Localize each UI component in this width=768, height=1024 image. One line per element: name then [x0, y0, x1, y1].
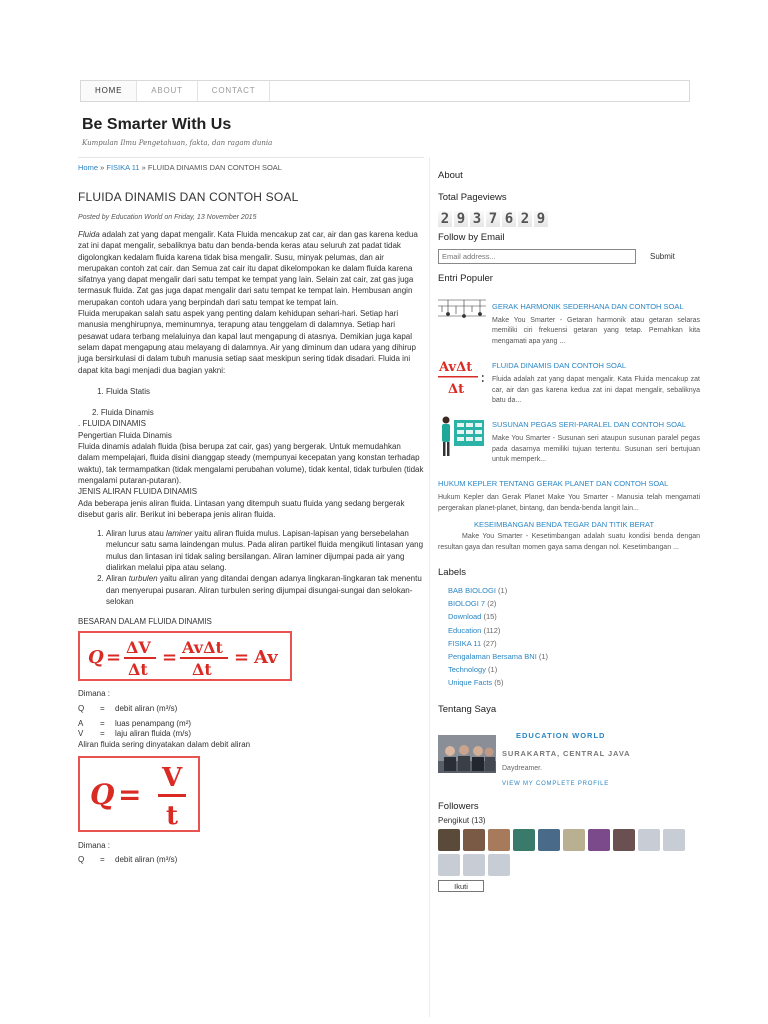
- formula-equals: =: [234, 646, 250, 668]
- fluid-types-list: [78, 386, 424, 397]
- popular-post: [438, 414, 700, 467]
- breadcrumb-separator: »: [98, 163, 107, 172]
- popular-post-title[interactable]: FLUIDA DINAMIS DAN CONTOH SOAL: [492, 361, 627, 371]
- breadcrumb: [78, 157, 424, 172]
- post-title: FLUIDA DINAMIS DAN CONTOH SOAL: [78, 190, 299, 204]
- follower-avatar[interactable]: [513, 829, 535, 851]
- popular-post-title[interactable]: KESEIMBANGAN BENDA TEGAR DAN TITIK BERAT: [474, 520, 655, 530]
- follower-avatar[interactable]: [438, 829, 460, 851]
- profile-avatar[interactable]: [438, 735, 496, 773]
- label-item: Pengalaman Bersama BNI (1): [448, 652, 549, 662]
- formula-q: Q: [88, 646, 104, 668]
- formula-equals: =: [162, 646, 178, 668]
- dimana-label: Dimana :: [78, 688, 111, 698]
- definition-row: A = luas penampang (m²): [78, 718, 192, 728]
- post-thumbnail[interactable]: [438, 355, 486, 406]
- profile-name[interactable]: EDUCATION WORLD: [516, 730, 606, 740]
- formula-equals: =: [106, 646, 122, 668]
- breadcrumb-separator: »: [139, 163, 148, 172]
- nav-home[interactable]: HOME: [81, 81, 137, 101]
- popular-post: [438, 473, 700, 514]
- formula-delta-t: Δt: [192, 659, 212, 679]
- follower-avatar[interactable]: [613, 829, 635, 851]
- list-item: 1. Aliran lurus atau laminer yaitu aliran fluida mulus. Lapisan-lapisan yang bersebelahan meluncur satu sama laindengan mulus. Pada aliran partikel fluida mengikuti lintasan yang mulus dan lintasan ini tidak saling bersilangan. Aliran laminer dijumpai pada air yang dialirkan melalui pipa atau selang.: [106, 528, 424, 573]
- follower-avatar[interactable]: [588, 829, 610, 851]
- definitions: [78, 704, 424, 739]
- popular-posts-heading: Entri Populer: [438, 273, 493, 284]
- popular-post-snippet: Hukum Kepler dan Gerak Planet Make You Smarter - Manusia telah mengamati pergerakan planet-planet, bintang, dan benda-benda langit lain...: [438, 494, 700, 512]
- follower-avatar[interactable]: [663, 829, 685, 851]
- sidebar: [429, 157, 700, 1017]
- jenis-intro: Ada beberapa jenis aliran fluida. Lintasan yang ditempuh suatu fluida yang sedang bergerak disebut garis alir. Berikut ini beberapa jenis aliran fluida.: [78, 498, 405, 519]
- follower-avatar[interactable]: [488, 854, 510, 876]
- formula-t: t: [166, 800, 179, 830]
- counter-digit: 6: [502, 211, 516, 227]
- follower-avatar[interactable]: [438, 854, 460, 876]
- intro-paragraph: [78, 229, 424, 308]
- formula-debit-2: [78, 756, 200, 832]
- post-thumbnail[interactable]: [438, 414, 486, 467]
- label-item: BIOLOGI 7 (2): [448, 599, 497, 609]
- counter-digit: 9: [534, 211, 548, 227]
- popular-post-snippet: Make You Smarter - Kesetimbangan adalah suatu kondisi benda dengan resultan gaya dan resultan momen gaya sama dengan nol. Kesetimbangan ...: [438, 533, 700, 551]
- heading-jenis-aliran: JENIS ALIRAN FLUIDA DINAMIS: [78, 487, 198, 497]
- labels-heading: Labels: [438, 567, 466, 579]
- blog-title[interactable]: Be Smarter With Us: [82, 116, 232, 133]
- definition-row: Q = debit aliran (m³/s): [78, 855, 178, 865]
- popular-post-title[interactable]: HUKUM KEPLER TENTANG GERAK PLANET DAN CONTOH SOAL: [438, 479, 669, 489]
- list-item: 1. Fluida Statis: [106, 386, 424, 397]
- label-link[interactable]: Unique Facts: [448, 678, 493, 688]
- counter-digit: 3: [470, 211, 484, 227]
- label-link[interactable]: Download: [448, 612, 482, 622]
- label-link[interactable]: FISIKA 11: [448, 638, 482, 648]
- followers-grid: [438, 829, 678, 876]
- label-item: Education (112): [448, 625, 501, 635]
- counter-digit: 9: [454, 211, 468, 227]
- definition-row: Q = debit aliran (m³/s): [78, 704, 178, 714]
- profile-location: SURAKARTA, CENTRAL JAVA: [502, 748, 631, 758]
- label-item: BAB BIOLOGI (1): [448, 586, 508, 596]
- follower-avatar[interactable]: [638, 829, 660, 851]
- popular-post: [438, 355, 700, 406]
- popular-post: [438, 296, 700, 347]
- submit-button[interactable]: Submit: [650, 252, 675, 261]
- flow-types-list: [78, 528, 424, 607]
- counter-digit: 2: [518, 211, 532, 227]
- labels-list: [438, 584, 700, 690]
- thumb-formula-top: AvΔt: [439, 360, 473, 376]
- intro-text: adalah zat yang dapat mengalir. Kata Fluida mencakup zat car, air dan gas karena kedua zat ini dapat mengalir, sebaliknya batu dan benda-benda keras atau seluruh zat padat tidak digolongkan kedalam fluida karena tidak bisa mengalir. Susu, minyak pelumas, dan air merupakan contoh zat cair. dan Semua zat cair itu dapat dikelompokan ke dalam fluida karena sifatnya yang dapat mengalir dari satu tempat ke tempat yang lain. Selain zat cair, zat gas juga termasuk fluida. Zat gas juga dapat mengalir dari satu tempat ke tempat lain. Hembusan angin merupakan contoh udara yang berpindah dari satu tempat ke tempat lain.: [78, 230, 418, 307]
- thumb-formula-bottom: Δt: [448, 382, 465, 398]
- heading-pengertian: Pengertian Fluida Dinamis: [78, 430, 172, 440]
- label-link[interactable]: Education: [448, 625, 482, 635]
- about-me-heading: Tentang Saya: [438, 703, 497, 715]
- follower-avatar[interactable]: [463, 829, 485, 851]
- post-meta: Posted by Education World on Friday, 13 November 2015: [78, 214, 257, 221]
- counter-digit: 7: [486, 211, 500, 227]
- post-thumbnail[interactable]: [438, 296, 486, 347]
- popular-post-title[interactable]: GERAK HARMONIK SEDERHANA DAN CONTOH SOAL: [492, 302, 684, 311]
- formula-av-delta-t: AvΔt: [182, 637, 223, 657]
- formula-debit-1: [78, 631, 292, 681]
- definition-row: V = laju aliran fluida (m/s): [78, 728, 192, 738]
- popular-post-title[interactable]: SUSUNAN PEGAS SERI-PARALEL DAN CONTOH SOAL: [492, 420, 687, 430]
- pageviews-heading: Total Pageviews: [438, 192, 507, 203]
- list-item: 2. Aliran turbulen yaitu aliran yang ditandai dengan adanya lingkaran-lingkaran tak menentu dan menyerupai pusaran. Aliran turbulen sering dijumpai disungai-sungai dan selokan-selokan: [106, 573, 424, 607]
- label-link[interactable]: Technology: [448, 665, 486, 675]
- nav-contact[interactable]: CONTACT: [198, 81, 271, 101]
- popular-post: [438, 520, 700, 553]
- profile-widget: [438, 725, 700, 787]
- profile-about: Daydreamer.: [502, 764, 543, 772]
- label-link[interactable]: BAB BIOLOGI: [448, 586, 496, 596]
- list-item-2: 2. Fluida Dinamis: [92, 408, 154, 418]
- formula-equals: =: [118, 777, 142, 811]
- heading-fluida-dinamis: . FLUIDA DINAMIS: [78, 419, 147, 429]
- follow-email-heading: Follow by Email: [438, 232, 505, 243]
- post-body: [78, 229, 424, 866]
- counter-digit: 2: [438, 211, 452, 227]
- pengertian-paragraph: Fluida dinamis adalah fluida (bisa berupa zat cair, gas) yang bergerak. Untuk memudahkan dalam mempelajari, fluida disini dianggap steady (mempunyai kecepatan yang konstan terhadap waktu), tak termampatkan (tidak mengalami perubahan volume), tidak kental, tidak turbulen (tidak mengalami putaran-putaran).: [78, 442, 424, 485]
- top-nav: [80, 80, 690, 102]
- label-item: FISIKA 11 (27): [448, 638, 497, 648]
- nav-about[interactable]: ABOUT: [137, 81, 198, 101]
- formula-delta-t: Δt: [128, 659, 148, 679]
- followers-heading: Followers: [438, 800, 479, 812]
- popular-post-snippet: Make You Smarter - Getaran harmonik atau getaran selaras memiliki ciri frekuensi getaran yang tetap. Pernahkan kita mengamati apa yang ...: [492, 317, 700, 345]
- follower-avatar[interactable]: [538, 829, 560, 851]
- breadcrumb-current: FLUIDA DINAMIS DAN CONTOH SOAL: [147, 163, 282, 172]
- debit-line: Aliran fluida sering dinyatakan dalam debit aliran: [78, 740, 251, 750]
- follower-avatar[interactable]: [563, 829, 585, 851]
- dimana-label-2: Dimana :: [78, 840, 111, 850]
- label-link[interactable]: BIOLOGI 7: [448, 599, 486, 609]
- view-profile-link[interactable]: VIEW MY COMPLETE PROFILE: [502, 780, 610, 787]
- breadcrumb-category[interactable]: FISIKA 11: [106, 163, 140, 172]
- popular-post-snippet: Fluida adalah zat yang dapat mengalir. Kata Fluida mencakup zat car, air dan gas karena kedua zat ini dapat mengalir, sebaliknya batu da...: [492, 376, 700, 405]
- formula-q: Q: [90, 777, 115, 811]
- pageviews-counter: [438, 211, 700, 227]
- labels-widget: [438, 567, 700, 690]
- follower-avatar[interactable]: [463, 854, 485, 876]
- heading-besaran: BESARAN DALAM FLUIDA DINAMIS: [78, 617, 212, 627]
- followers-count: Pengikut (13): [438, 815, 486, 825]
- label-item: Download (15): [448, 612, 497, 622]
- email-subscribe: [438, 249, 700, 264]
- popular-post-snippet: Make You Smarter - Susunan seri ataupun susunan paralel pegas pada dasarnya memiliki tujuan tertentu. Susunan seri bertujuan untuk memperk...: [492, 435, 700, 464]
- intro-emphasis: Fluida: [78, 230, 100, 239]
- email-input[interactable]: [438, 249, 636, 264]
- follower-avatar[interactable]: [488, 829, 510, 851]
- breadcrumb-home[interactable]: Home: [78, 163, 99, 172]
- paragraph-2: Fluida merupakan salah satu aspek yang penting dalam kehidupan sehari-hari. Setiap hari manusia menghirupnya, meminumnya, terapung atau tenggelam di dalamnya. Setiap hari pesawat udara terbang melaluinya dan kapal laut mengapung di atasnya. Demikian juga kapal selam dapat mengapung atau melayang di dalamnya. Air yang diminum dan udara yang dihirup juga bersirkulasi di dalam tubuh manusia setiap saat meskipun sering tidak disadari. Fluida ini dapat kita bagi menjadi dua bagian yakni:: [78, 309, 416, 375]
- sidebar-about-heading: About: [438, 170, 463, 181]
- formula-v: V: [162, 762, 183, 793]
- definitions-2: [78, 855, 424, 865]
- label-link[interactable]: Pengalaman Bersama BNI: [448, 652, 537, 662]
- main-column: [78, 157, 424, 866]
- formula-delta-v: ΔV: [126, 637, 151, 657]
- label-item: Unique Facts (5): [448, 678, 504, 688]
- blog-description: Kumpulan Ilmu Pengetahuan, fakta, dan ragam dunia: [82, 139, 273, 147]
- formula-av: Av: [254, 646, 278, 668]
- label-item: Technology (1): [448, 665, 498, 675]
- follow-button[interactable]: Ikuti: [438, 880, 484, 892]
